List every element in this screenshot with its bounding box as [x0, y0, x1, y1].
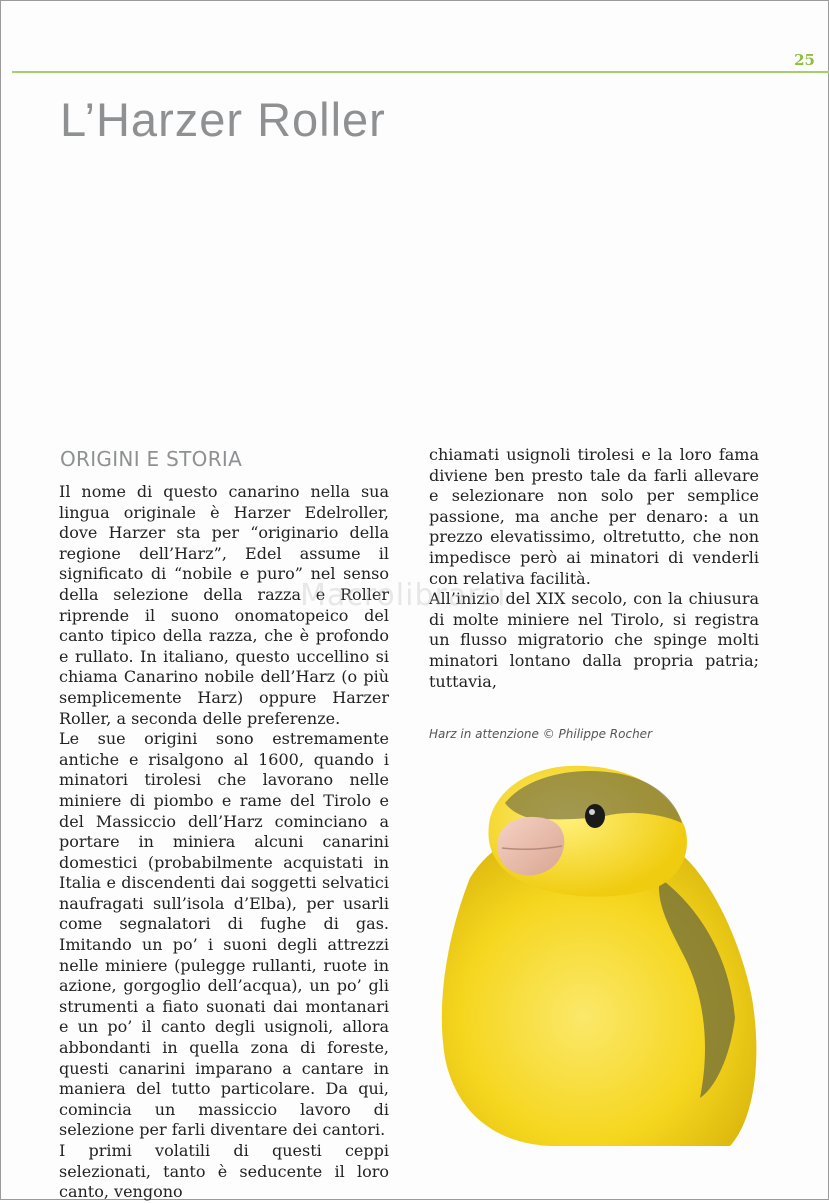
canary-photo: [430, 758, 762, 1148]
paragraph: Le sue origini sono estremamente antiche e risalgono al 1600, quando i minatori tirolesi che lavorano nelle miniere di piombo e rame del Tirolo e del Massiccio dell’Harz cominciano a portare in miniera alcuni canarini domestici (probabilmente acquistati in Italia e discendenti dai soggetti selvatici naufragati sull’isola d’Elba), per usarli come segnalatori di fughe di gas. Imitando un po’ i suoni degli attrezzi nelle miniere (pulegge rullanti, ruote in azione, gorgoglio dell’acqua), un po’ gli strumenti a fiato suonati dai montanari e un po’ il canto degli usignoli, allora abbondanti in quella zona di foreste, questi canarini imparano a cantare in maniera del tutto particolare. Da qui, comincia un massiccio lavoro di selezione per farli diventare dei cantori.: [59, 729, 389, 1140]
paragraph: All’inizio del XIX secolo, con la chiusura di molte miniere nel Tirolo, si registra un flusso migratorio che spinge molti minatori lontano dalla propria patria; tuttavia,: [429, 589, 759, 691]
header-rule: [12, 71, 829, 73]
section-heading: ORIGINI E STORIA: [60, 447, 243, 471]
canary-eye: [585, 804, 605, 828]
paragraph: chiamati usignoli tirolesi e la loro fama diviene ben presto tale da farli allevare e selezionare non solo per semplice passione, ma anche per denaro: a un prezzo elevatissimo, oltretutto, che non impedisce però ai minatori di venderli con relativa facilità.: [429, 445, 759, 588]
page-number: 25: [794, 51, 815, 69]
paragraph: I primi volatili di questi ceppi selezionati, tanto è seducente il loro canto, vengono: [59, 1141, 389, 1202]
page-title: L’Harzer Roller: [60, 93, 386, 146]
watermark: Macrolibrarsi: [300, 578, 507, 613]
figure-caption: Harz in attenzione © Philippe Rocher: [429, 727, 652, 741]
paragraph: Il nome di questo canarino nella sua lingua originale è Harzer Edelroller, dove Harzer sta per “originario della regione dell’Harz”, Edel assume il significato di “nobile e puro” nel senso della selezione della razza e Roller riprende il suono onomatopeico del canto tipico della razza, che è profondo e rullato. In italiano, questo uccellino si chiama Canarino nobile dell’Harz (o più semplicemente Harz) oppure Harzer Roller, a seconda delle preferenze.: [59, 482, 389, 728]
right-text-column: [429, 445, 759, 692]
